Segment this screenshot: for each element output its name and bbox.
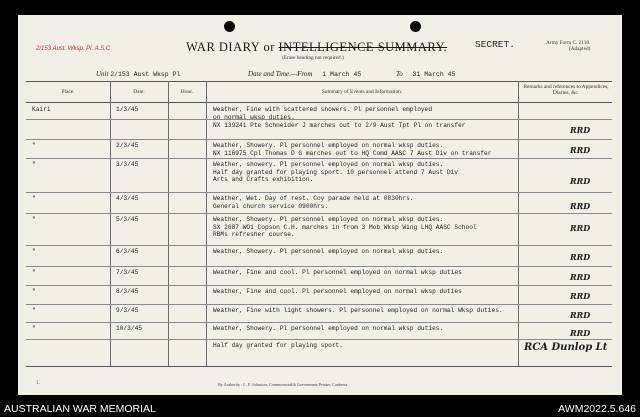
remark-initials: RRD (570, 328, 591, 338)
column-header-remarks: Remarks and references to Appendices, Diaries, &c. (523, 84, 609, 96)
page-number: 1. (36, 381, 40, 386)
entry-summary-line: SX 2687 WO1 Copson C.H. marches in from 3 Mob Wksp Wing LHQ AASC School (213, 223, 477, 231)
remark-initials: RRD (570, 291, 591, 301)
unit-label: Unit (96, 70, 109, 78)
from-value: 1 March 45 (322, 71, 362, 78)
remark-initials: RRD (570, 125, 591, 135)
row-divider (26, 285, 612, 286)
remark-initials: RRD (570, 310, 591, 320)
entry-summary-line: NX 139241 Pte Schneider J marches out to 2/9 Aust Tpt Pl on transfer (213, 122, 466, 129)
entry-summary-line: Weather, Fine with scattered showers. Pl personnel employed (213, 106, 433, 113)
punch-hole (224, 21, 235, 32)
entry-summary-line: Weather, Wet. Day of rest. Coy parade held at 0830hrs. (213, 195, 414, 202)
entry-summary-line: Arts and Crafts exhibition. (213, 176, 314, 184)
entry-place: " (32, 288, 36, 295)
entry-summary-line: General church service 0900hrs. (213, 202, 329, 210)
column-header-date: Date. (133, 89, 145, 95)
entry-date: 8/3/45 (116, 288, 139, 295)
unit-stamp: 2/153 Aust. Wksp. Pl. A.S.C. (36, 46, 112, 52)
accession-number: AWM2022.5.646 (558, 403, 636, 415)
form-line: Army Form C. 2118. (546, 40, 591, 46)
entry-summary-line: Half day granted for playing sport. (213, 342, 343, 349)
row-divider (26, 119, 612, 120)
table-top-border (26, 81, 612, 82)
remark-initials: RRD (570, 252, 591, 262)
entry-summary-line: on normal wksp duties. (213, 113, 295, 121)
row-divider (26, 158, 612, 159)
entry-date: 5/3/45 (116, 216, 139, 223)
to-field (396, 70, 455, 78)
column-divider (168, 81, 169, 366)
row-divider (26, 266, 612, 267)
remark-initials: RRD (570, 176, 591, 186)
entry-place: " (32, 195, 36, 202)
entry-summary-line: Weather, Fine and cool. Pl personnel employed on normal wksp duties (213, 288, 462, 295)
entry-date: 7/3/45 (116, 269, 139, 276)
entry-date: 4/3/45 (116, 195, 139, 202)
column-divider (518, 81, 519, 366)
entry-place: Kairi (32, 106, 51, 113)
officer-signature: RCA Dunlop Lt (524, 342, 608, 353)
classification-stamp: SECRET. (475, 39, 515, 50)
row-divider (26, 245, 612, 246)
army-form-number (546, 40, 590, 52)
remark-initials: RRD (570, 201, 591, 211)
entry-place: " (32, 216, 36, 223)
entry-summary-line: Weather, showery. Pl personnel employed on normal wksp duties. (213, 161, 444, 168)
entry-summary-line: Weather, Showery. Pl personnel employed on normal wksp duties. (213, 248, 444, 255)
entry-place: " (32, 248, 36, 255)
entry-summary-line: Weather, Showery. Pl personnel employed on normal wksp duties. (213, 142, 444, 149)
header-bottom-border (26, 102, 612, 103)
entry-date: 3/3/45 (116, 161, 139, 168)
to-label: To (396, 70, 403, 78)
entry-date: 10/3/45 (116, 325, 142, 332)
unit-value: 2/153 Aust Wksp Pl (110, 71, 181, 78)
entry-summary-line: Weather, Showery. Pl personnel employed on normal wksp duties. (213, 216, 444, 223)
entry-date: 6/3/45 (116, 248, 139, 255)
remark-initials: RRD (570, 223, 591, 233)
entry-place: " (32, 161, 36, 168)
table-bottom-border (26, 366, 612, 367)
entry-place: " (32, 142, 36, 149)
entry-summary-line: Half day granted for playing sport. 10 personnel attend 7 Aust Div (213, 168, 459, 176)
entry-place: " (32, 325, 36, 332)
column-divider (110, 81, 111, 366)
entry-summary-line: Weather, Showery. Pl personnel employed on normal wksp duties. (213, 325, 444, 332)
row-divider (26, 192, 612, 193)
diary-page (18, 15, 622, 395)
row-divider (26, 213, 612, 214)
title-war-diary: WAR DIARY (186, 40, 260, 54)
date-range-field (248, 70, 361, 78)
entry-date: 9/3/45 (116, 307, 139, 314)
row-divider (26, 139, 612, 140)
column-header-place: Place. (61, 89, 75, 95)
entry-place: " (32, 269, 36, 276)
row-divider (26, 322, 612, 323)
entry-summary-line: Weather, Fine with light showers. Pl personnel employed on normal Wksp duties. (213, 307, 503, 314)
erase-note: (Erase heading not required.) (282, 55, 344, 61)
unit-field (96, 70, 180, 78)
column-header-hour: Hour. (180, 89, 194, 95)
entry-summary-line: Weather, Fine and cool. Pl personnel employed on normal wksp duties (213, 269, 462, 276)
punch-hole (410, 21, 421, 32)
column-header-summary: Summary of Events and Information. (321, 89, 403, 95)
entry-date: 1/3/45 (116, 106, 139, 113)
archive-caption: AUSTRALIAN WAR MEMORIAL (4, 403, 156, 415)
to-value: 31 March 45 (412, 71, 456, 78)
entry-summary-line: RBMs refresher course. (213, 231, 295, 239)
datetime-label: Date and Time.—From (248, 70, 313, 78)
row-divider (26, 304, 612, 305)
title-struck: INTELLIGENCE SUMMARY. (278, 40, 448, 54)
row-divider (26, 339, 612, 340)
remark-initials: RRD (570, 272, 591, 282)
column-divider (206, 81, 207, 366)
title-or: or (263, 40, 275, 54)
form-line: (Adapted) (568, 46, 591, 52)
printer-imprint: By Authority : L. F. Johnston, Commonwealth Government Printer, Canberra. (218, 382, 349, 387)
entry-date: 2/3/45 (116, 142, 139, 149)
remark-initials: RRD (570, 145, 591, 155)
page-title (186, 40, 447, 55)
entry-summary-line: NX 116975 Cpl Thomas D G marches out to HQ Comd AASC 7 Aust Div on transfer (213, 149, 492, 157)
entry-place: " (32, 307, 36, 314)
